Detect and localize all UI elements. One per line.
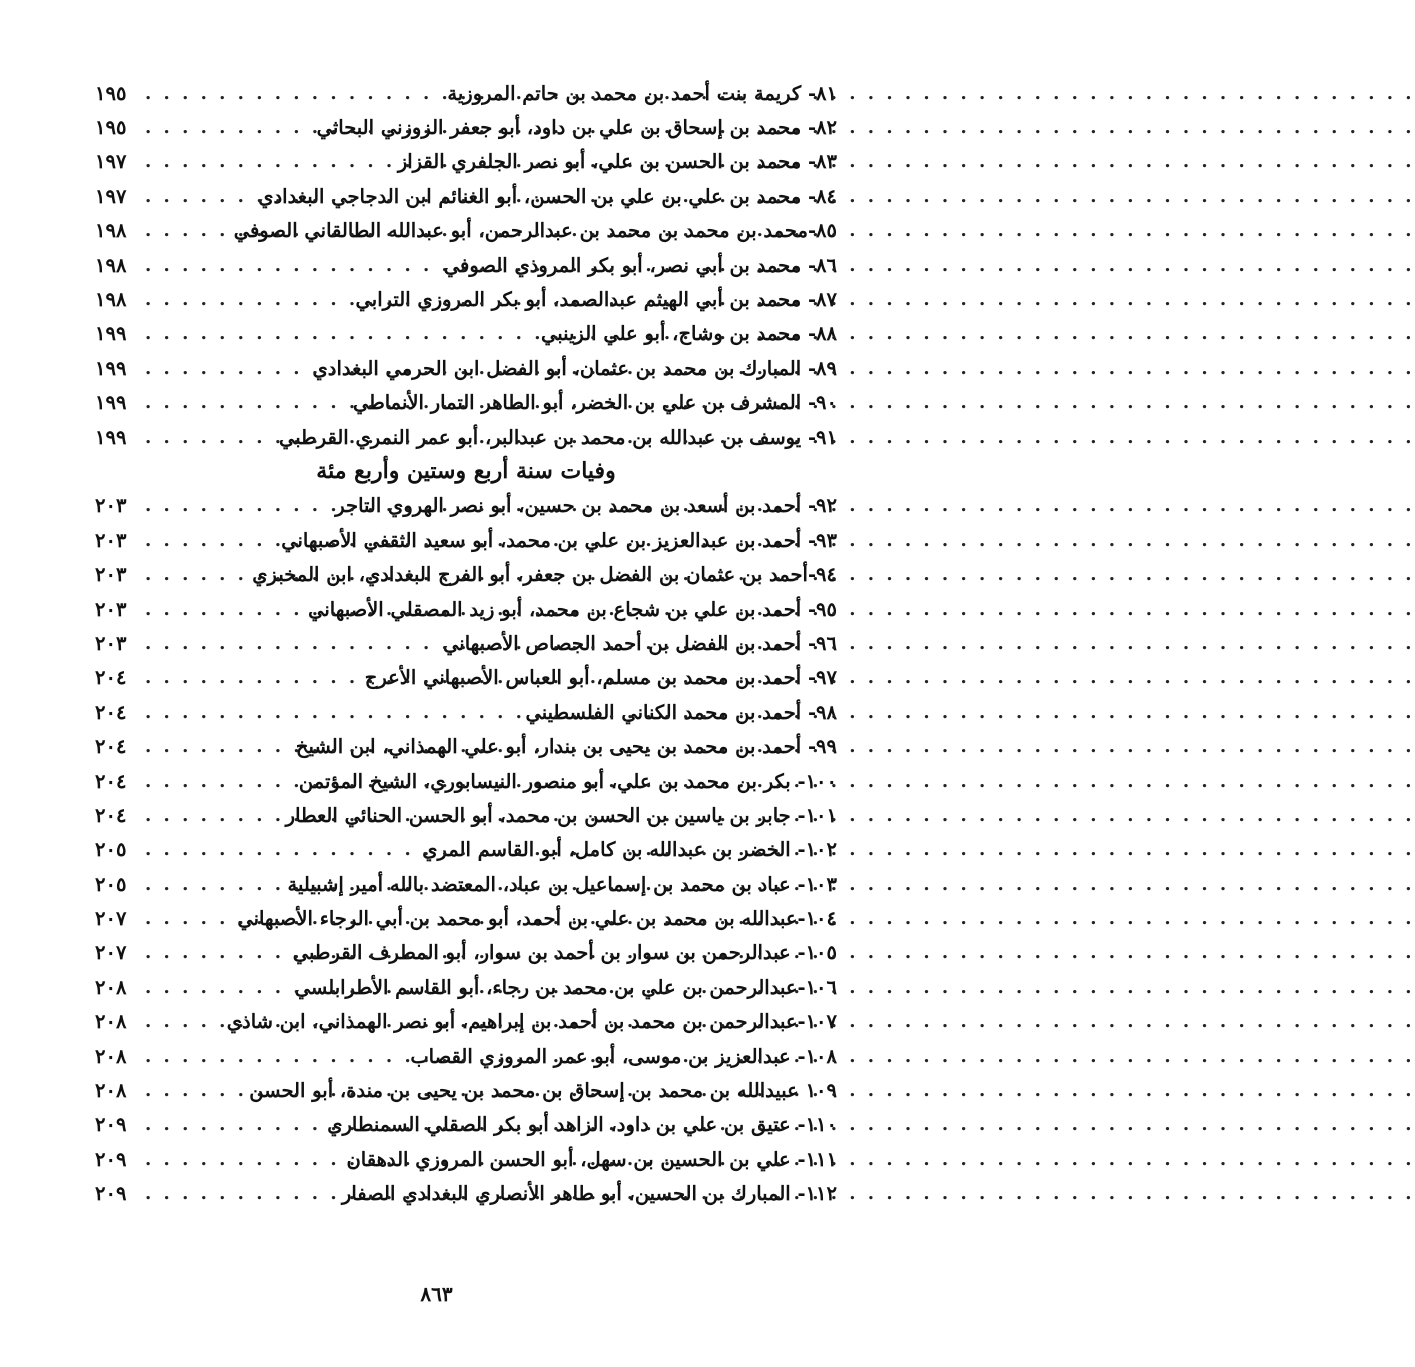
page-number: ٨٦٣ (420, 1282, 453, 1306)
entry-page-number: ١٩٩ (95, 425, 127, 449)
entry-title: ٨٣- محمد بن الحسن بن علي، أبو نصر الجلفري القزاز (397, 150, 837, 174)
dot-leader (145, 323, 535, 344)
entry-page-number: ١٩٨ (95, 288, 127, 312)
toc-entry (95, 351, 837, 385)
toc-entry (95, 661, 837, 695)
toc-entry (95, 1073, 837, 1107)
entry-page-number: ٢٠٨ (95, 1044, 127, 1068)
entry-title: ١١٠- عتيق بن علي بن داود، الزاهد أبو بكر الصقلي السمنطاري (327, 1113, 837, 1137)
entry-title: ١٠٩ عبيدالله بن محمد بن إسحاق بن محمد بن يحيى بن مندة، أبو الحسن (249, 1079, 837, 1103)
toc-entry (95, 76, 837, 110)
entry-title: ١٠٢- الخضر بن عبدالله بن كامل، أبو القاسم المري (422, 838, 837, 862)
dot-leader (145, 736, 290, 757)
entry-page-number: ٢٠٩ (95, 1113, 127, 1137)
entry-title: ٨٢- محمد بن إسحاق بن علي بن داود، أبو جعفر الزوزني البحاثي (316, 116, 837, 140)
dot-leader (145, 942, 287, 963)
dot-leader (145, 633, 437, 654)
entry-page-number: ١٩٩ (95, 356, 127, 380)
entry-page-number: ٢٠٣ (95, 631, 127, 655)
entry-page-number: ١٩٨ (95, 253, 127, 277)
entry-title: ٩٩- أحمد بن محمد بن يحيى بن بندار، أبو علي الهمذاني، ابن الشيخ (295, 735, 837, 759)
toc-entry (95, 248, 837, 282)
toc-entry (95, 179, 837, 213)
toc-entry (95, 626, 837, 660)
toc-entry (95, 592, 837, 626)
entry-title: ٨٦- محمد بن أبي نصر، أبو بكر المروذي الصوفي (443, 253, 837, 277)
toc-entry (95, 214, 837, 248)
dot-leader (145, 1149, 340, 1170)
entries-list-a (95, 76, 837, 454)
dot-leader (145, 702, 519, 723)
dot-leader (145, 1183, 336, 1204)
entry-page-number: ١٩٩ (95, 322, 127, 346)
entry-title: ٨٧- محمد بن أبي الهيثم عبدالصمد، أبو بكر المروزي الترابي (355, 288, 837, 312)
entry-title: ٩٨- أحمد بن محمد الكناني الفلسطيني (525, 700, 837, 724)
entry-page-number: ٢٠٤ (95, 769, 127, 793)
toc-entry (95, 764, 837, 798)
entry-title: ٩٥- أحمد بن علي بن شجاع بن محمد، أبو زيد المصقلي الأصبهاني (308, 597, 837, 621)
dot-leader (145, 220, 228, 241)
toc-entry (95, 970, 837, 1004)
entry-page-number: ٢٠٨ (95, 1079, 127, 1103)
dot-leader (145, 1114, 321, 1135)
entry-page-number: ٢٠٥ (95, 838, 127, 862)
toc-entry (95, 729, 837, 763)
toc-entry (95, 867, 837, 901)
entry-title: ١١١- علي بن الحسين بن سهل، أبو الحسن المروزي الدهقان (346, 1147, 837, 1171)
entry-title: ٩٦- أحمد بن الفضل بن أحمد الجصاص الأصبهاني (443, 631, 837, 655)
entry-page-number: ٢٠٥ (95, 872, 127, 896)
dot-leader (145, 564, 246, 585)
toc-entry (95, 557, 837, 591)
entry-page-number: ٢٠٧ (95, 907, 127, 931)
entry-title: ١٠٦-عبدالرحمن بن علي بن محمد بن رجاء، أبو القاسم الأطرابلسي (294, 975, 837, 999)
toc-entry (95, 386, 837, 420)
dot-leader (145, 427, 273, 448)
dot-leader (145, 1080, 243, 1101)
entry-title: ٩٧- أحمد بن محمد بن مسلم، أبو العباس الأصبهاني الأعرج (364, 666, 837, 690)
dot-leader (145, 667, 359, 688)
dot-leader (145, 530, 275, 551)
entry-page-number: ١٩٩ (95, 391, 127, 415)
entry-title: ٩٠- المشرف بن علي بن الخضر، أبو الطاهر التمار الأنماطي (352, 391, 837, 415)
entry-page-number: ١٩٥ (95, 81, 127, 105)
entry-title: ٩٤-أحمد بن عثمان بن الفضل بن جعفر، أبو الفرج البغدادي، ابن المخبزي (252, 563, 837, 587)
dot-leader (145, 1011, 221, 1032)
entry-page-number: ٢٠٣ (95, 494, 127, 518)
entry-page-number: ٢٠٤ (95, 666, 127, 690)
entry-page-number: ١٩٧ (95, 184, 127, 208)
dot-leader (145, 977, 289, 998)
entry-page-number: ١٩٨ (95, 219, 127, 243)
dot-leader (145, 874, 281, 895)
entry-page-number: ٢٠٩ (95, 1147, 127, 1171)
entry-page-number: ٢٠٨ (95, 1010, 127, 1034)
entry-title: ٩٣- أحمد بن عبدالعزيز بن علي بن محمد، أبو سعيد الثقفي الأصبهاني (281, 528, 837, 552)
toc-entry (95, 145, 837, 179)
entry-page-number: ٢٠٤ (95, 735, 127, 759)
toc-entry (95, 523, 837, 557)
entry-page-number: ٢٠٤ (95, 700, 127, 724)
entry-title: ٨٩- المبارك بن محمد بن عثمان، أبو الفضل ابن الحرمي البغدادي (312, 356, 837, 380)
entry-title: ١٠٠- بكر بن محمد بن علي، أبو منصور النيسابوري، الشيخ المؤتمن (298, 769, 837, 793)
entry-page-number: ٢٠٧ (95, 941, 127, 965)
toc-entry (95, 1108, 837, 1142)
entry-title: ١١٢- المبارك بن الحسين، أبو طاهر الأنصاري البغدادي الصفار (341, 1182, 837, 1206)
entry-title: ١٠٥- عبدالرحمن بن سوار بن أحمد بن سوار، أبو المطرف القرطبي (292, 941, 837, 965)
entry-title: ٩٢- أحمد بن أسعد بن محمد بن حسين، أبو نصر الهروي التاجر (335, 494, 837, 518)
dot-leader (145, 392, 347, 413)
toc-entry (95, 833, 837, 867)
entry-page-number: ٢٠٣ (95, 563, 127, 587)
entry-page-number: ٢٠٣ (95, 528, 127, 552)
toc-entry (95, 1142, 837, 1176)
toc-entry (95, 1005, 837, 1039)
dot-leader (145, 358, 307, 379)
entries-list-b (95, 489, 837, 1211)
entry-title: ١٠٣- عباد بن محمد بن إسماعيل بن عباد، المعتضد بالله أمير إشبيلية (287, 872, 837, 896)
dot-leader (145, 908, 231, 929)
toc-entry (95, 420, 837, 454)
toc-entry (95, 1177, 837, 1211)
section-heading: وفيات سنة أربع وستين وأربع مئة (316, 458, 616, 485)
toc-entry (95, 110, 837, 144)
toc-entry (95, 282, 837, 316)
dot-leader (145, 117, 311, 138)
entry-title: ٨٥-محمد بن محمد بن محمد بن عبدالرحمن، أبو عبدالله الطالقاني الصوفي (233, 219, 837, 243)
entry-title: ٨٨- محمد بن وشاح، أبو علي الزينبي (540, 322, 837, 346)
entry-title: ٩١- يوسف بن عبدالله بن محمد بن عبدالبر، أبو عمر النمري القرطبي (279, 425, 837, 449)
dot-leader (145, 255, 438, 276)
toc-entry (95, 317, 837, 351)
dot-leader (145, 83, 441, 104)
toc-entry (95, 489, 837, 523)
entry-page-number: ١٩٥ (95, 116, 127, 140)
entry-page-number: ٢٠٨ (95, 975, 127, 999)
toc-entry (95, 901, 837, 935)
dot-leader (145, 805, 280, 826)
toc-entry (95, 695, 837, 729)
dot-leader (145, 839, 416, 860)
dot-leader (145, 151, 392, 172)
dot-leader (145, 1046, 404, 1067)
toc-entry (95, 1039, 837, 1073)
entry-page-number: ٢٠٤ (95, 803, 127, 827)
table-of-contents (95, 76, 837, 1211)
entry-title: ١٠٨- عبدالعزيز بن موسى، أبو عمر المروزي القصاب (410, 1044, 837, 1068)
dot-leader (145, 599, 302, 620)
dot-leader (145, 495, 329, 516)
toc-entry (95, 798, 837, 832)
entry-title: ٨١- كريمة بنت أحمد بن محمد بن حاتم المروزية (447, 81, 837, 105)
dot-leader (145, 771, 293, 792)
entry-page-number: ٢٠٣ (95, 597, 127, 621)
entry-title: ١٠٧-عبدالرحمن بن محمد بن أحمد بن إبراهيم، أبو نصر الهمذاني، ابن شاذي (226, 1010, 837, 1034)
entry-page-number: ١٩٧ (95, 150, 127, 174)
entry-title: ١٠٤-عبدالله بن محمد بن علي بن أحمد، أبو محمد بن أبي الرجاء الأصبهاني (237, 907, 837, 931)
entry-title: ١٠١- جابر بن ياسين بن الحسن بن محمد، أبو الحسن الحنائي العطار (285, 803, 837, 827)
entry-page-number: ٢٠٩ (95, 1182, 127, 1206)
dot-leader (145, 186, 252, 207)
entry-title: ٨٤- محمد بن علي بن علي بن الحسن، أبو الغنائم ابن الدجاجي البغدادي (258, 184, 837, 208)
toc-entry (95, 936, 837, 970)
dot-leader (145, 289, 350, 310)
